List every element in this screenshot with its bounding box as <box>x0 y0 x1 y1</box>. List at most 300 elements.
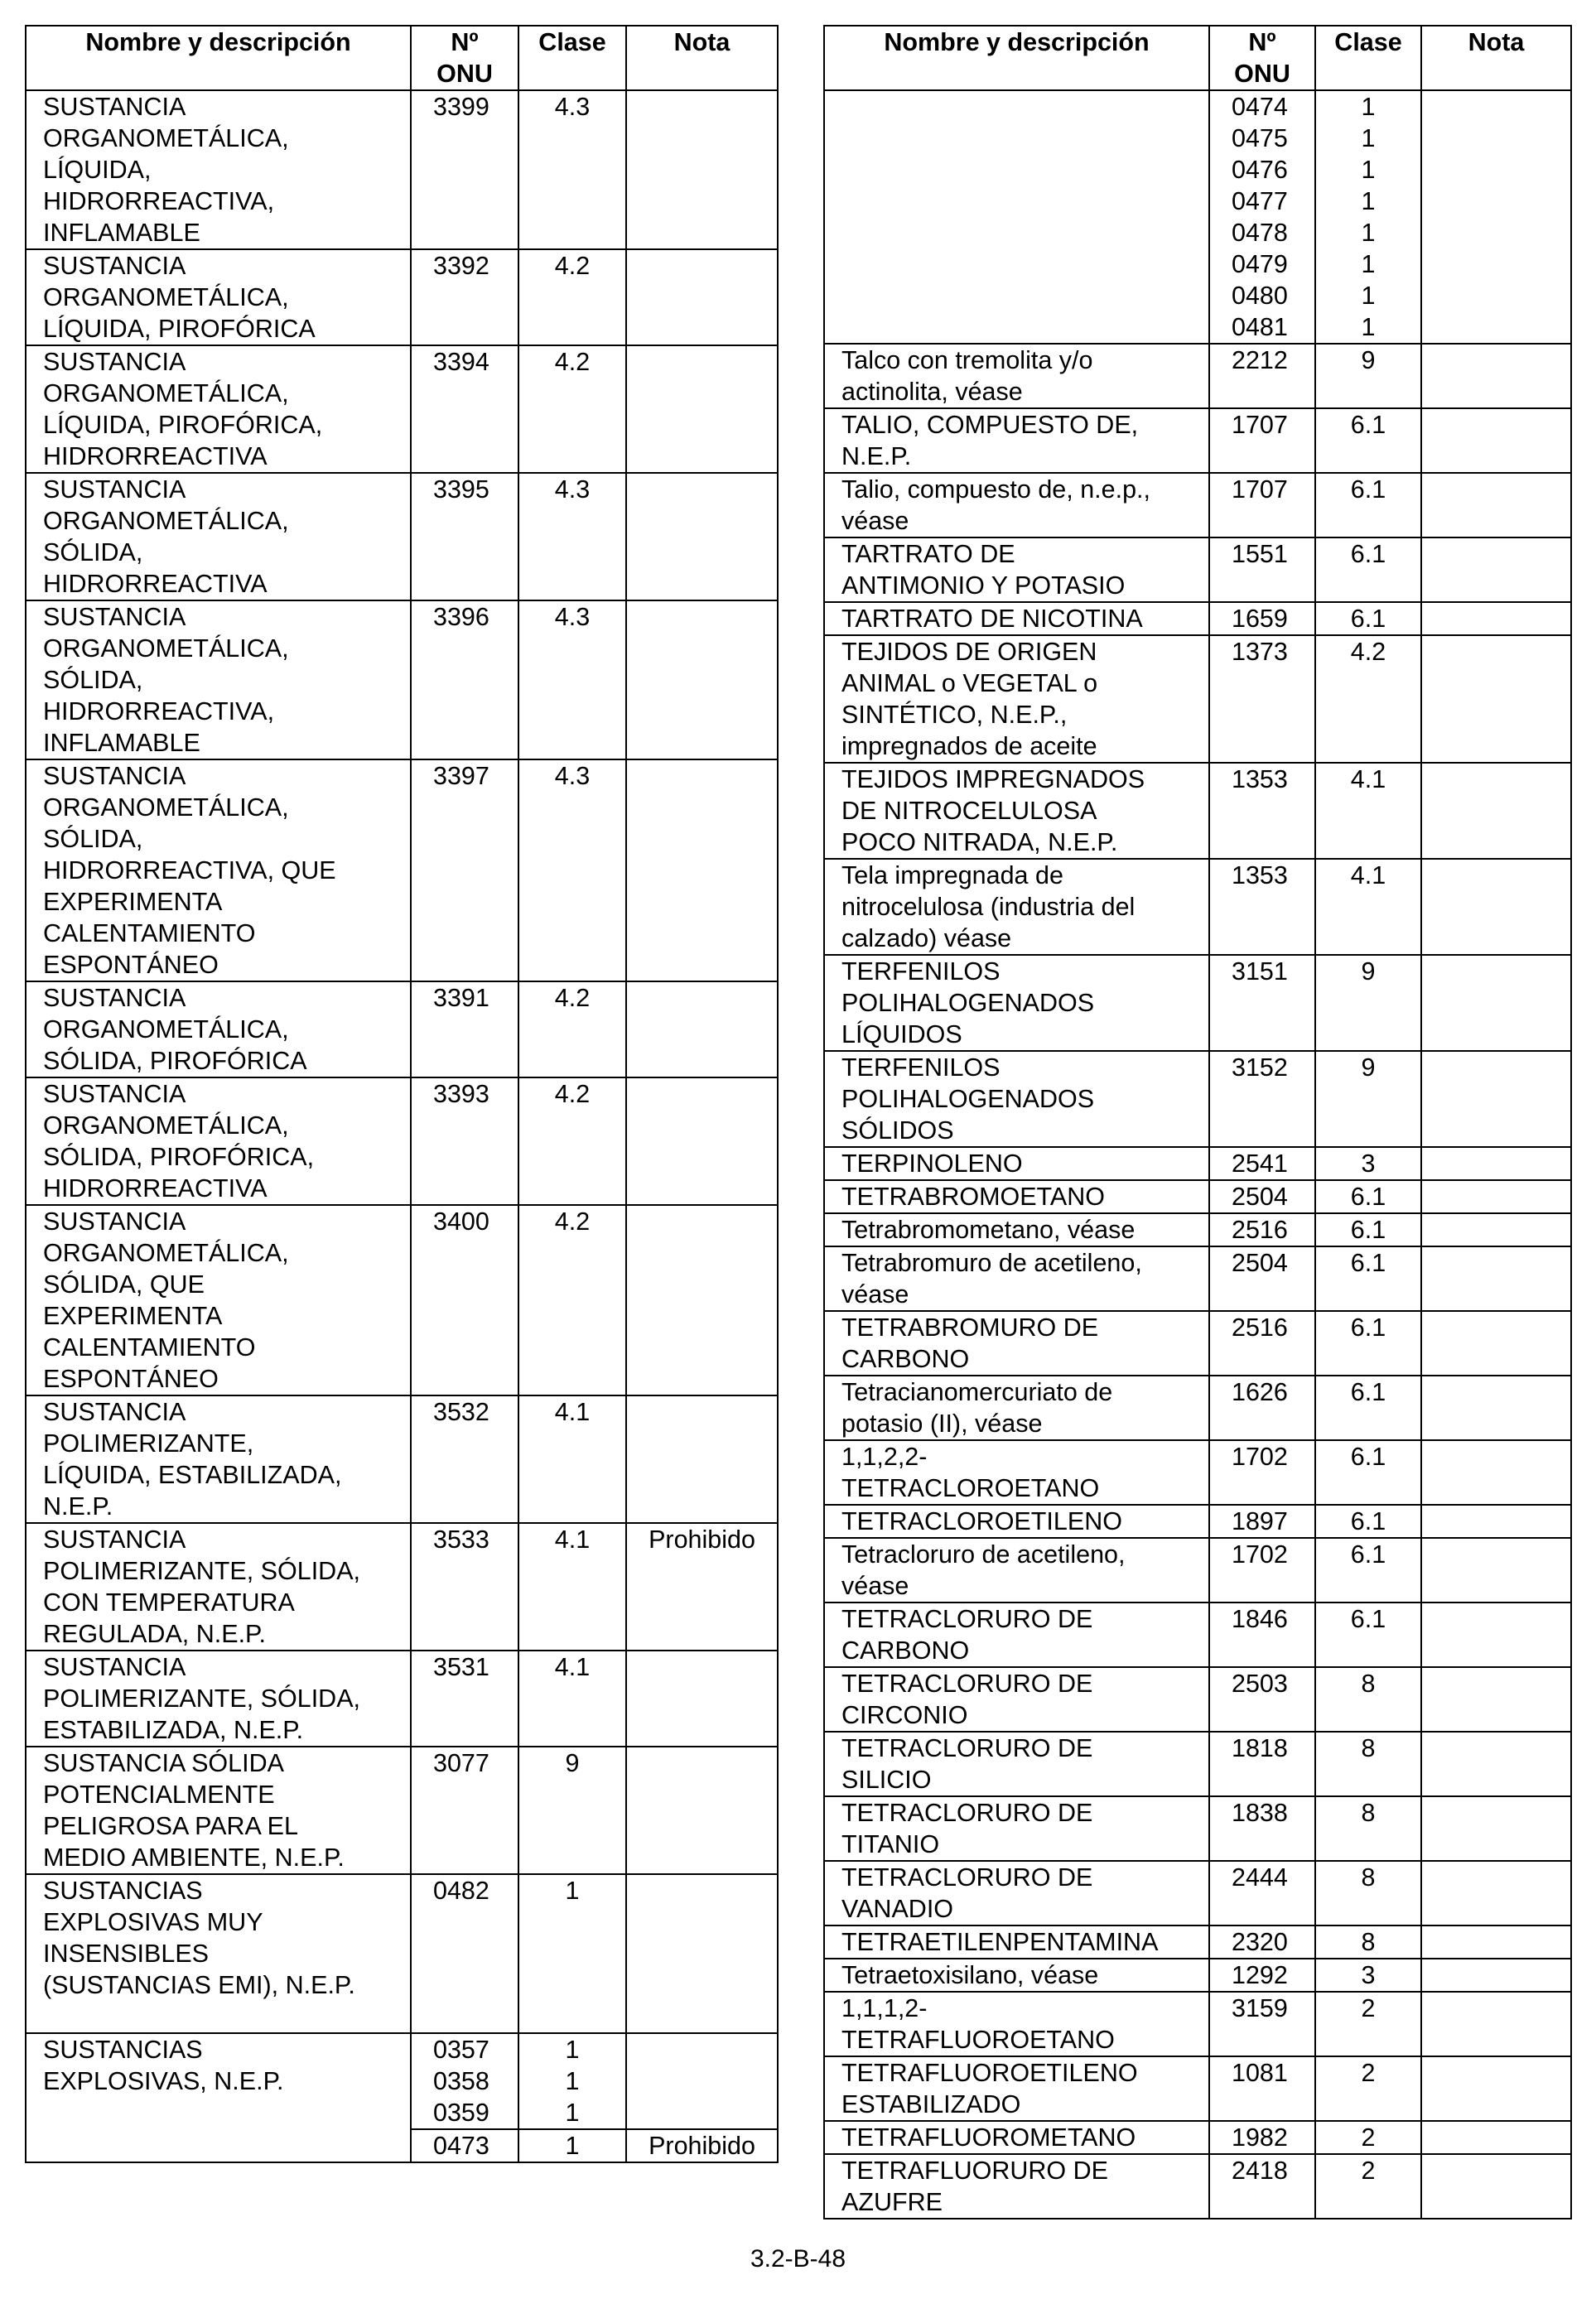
un-number-cell <box>1209 1213 1315 1246</box>
note-cell <box>626 1747 778 1874</box>
substance-name-cell <box>26 473 411 600</box>
note-text <box>1427 1993 1565 2024</box>
note-text <box>1427 860 1565 891</box>
substance-name-line: SÓLIDA, PIROFÓRICA <box>43 1047 307 1075</box>
hazard-class: 4.2 <box>554 252 591 280</box>
un-number-cell <box>1209 1051 1315 1147</box>
note-text <box>632 982 772 1014</box>
un-number: 1707 <box>1232 411 1288 439</box>
hazard-class: 2 <box>1361 2059 1376 2087</box>
note-text <box>1427 1148 1565 1179</box>
hazard-class: 4.3 <box>554 762 591 790</box>
un-number-cell <box>1209 1440 1315 1505</box>
note-cell <box>626 1874 778 2033</box>
un-number-cell <box>1209 408 1315 473</box>
header-name: Nombre y descripción <box>824 26 1209 90</box>
hazard-class: 4.1 <box>1350 765 1386 793</box>
substance-name-line: nitrocelulosa (industria del <box>841 893 1136 921</box>
note-text: Prohibido <box>649 1525 755 1554</box>
hazard-class: 6.1 <box>1350 1443 1386 1471</box>
un-number-cell <box>411 600 518 759</box>
header-nota: Nota <box>1421 26 1571 90</box>
table-row <box>824 1992 1571 2056</box>
substance-name-line: EXPLOSIVAS, N.E.P. <box>43 2067 284 2095</box>
substance-name-cell <box>26 1205 411 1395</box>
note-text <box>632 1078 772 1110</box>
un-number-cell <box>411 1077 518 1205</box>
substance-name-line: SUSTANCIA <box>43 984 186 1012</box>
class-cell <box>518 1077 626 1205</box>
un-number: 3531 <box>433 1653 489 1681</box>
note-text <box>1427 636 1565 668</box>
substance-name-cell <box>824 763 1209 859</box>
hazard-class: 6.1 <box>1350 475 1386 504</box>
hazard-class: 1 <box>1361 219 1376 247</box>
class-cell <box>1315 859 1421 955</box>
un-number: 0358 <box>433 2067 489 2095</box>
table-row <box>824 537 1571 602</box>
class-cell <box>1315 1538 1421 1603</box>
hazard-class: 6.1 <box>1350 605 1386 633</box>
hazard-class: 2 <box>1361 1994 1376 2022</box>
substance-name-line: SUSTANCIA <box>43 1398 186 1426</box>
un-number: 0473 <box>433 2132 489 2160</box>
substance-name-line: ORGANOMETÁLICA, <box>43 1239 289 1267</box>
un-number-cell <box>1209 1796 1315 1861</box>
hazard-class: 4.1 <box>554 1398 591 1426</box>
substance-name-line: HIDRORREACTIVA <box>43 442 268 470</box>
note-text <box>1427 1052 1565 1083</box>
note-text <box>1427 1376 1565 1408</box>
class-cell <box>1315 344 1421 408</box>
substance-name-line: CON TEMPERATURA <box>43 1588 295 1617</box>
un-number: 0481 <box>1232 313 1288 341</box>
substance-name-line: REGULADA, N.E.P. <box>43 1620 266 1648</box>
substance-name-line: TETRAFLUOROETANO <box>841 2026 1115 2054</box>
substance-name-line: N.E.P. <box>841 442 912 470</box>
note-cell <box>626 2129 778 2162</box>
class-cell <box>518 1747 626 1874</box>
substance-name-line: VANADIO <box>841 1895 954 1923</box>
note-text <box>1427 1441 1565 1472</box>
note-text <box>1427 409 1565 441</box>
un-number-cell <box>1209 859 1315 955</box>
un-number-cell <box>1209 1959 1315 1992</box>
table-row <box>824 1505 1571 1538</box>
substance-name-line: ORGANOMETÁLICA, <box>43 1111 289 1140</box>
class-cell <box>1315 602 1421 635</box>
hazard-class: 3 <box>1361 1961 1376 1989</box>
table-row <box>824 955 1571 1051</box>
un-number-cell <box>1209 1667 1315 1732</box>
substance-name-cell <box>824 2056 1209 2121</box>
un-number-cell <box>411 1651 518 1747</box>
substance-name-line: SÓLIDA, <box>43 666 143 694</box>
hazard-class: 4.1 <box>554 1653 591 1681</box>
un-number-cell <box>411 1874 518 2033</box>
substance-name-line: AZUFRE <box>841 2188 943 2216</box>
note-cell <box>1421 1311 1571 1376</box>
note-text <box>1427 1214 1565 1246</box>
note-text <box>1427 538 1565 570</box>
table-row <box>26 1874 778 2033</box>
table-row <box>824 763 1571 859</box>
substance-name-line: ANTIMONIO Y POTASIO <box>841 571 1126 600</box>
note-cell <box>626 1077 778 1205</box>
substance-name-cell <box>824 1538 1209 1603</box>
note-text: Prohibido <box>649 2132 755 2160</box>
class-cell <box>518 759 626 981</box>
note-cell <box>1421 1213 1571 1246</box>
note-text <box>632 1206 772 1237</box>
substance-name-line: POTENCIALMENTE <box>43 1781 275 1809</box>
substance-name-line: (SUSTANCIAS EMI), N.E.P. <box>43 1971 355 1999</box>
class-cell <box>1315 1440 1421 1505</box>
substance-name-line: CIRCONIO <box>841 1701 968 1729</box>
un-number: 3533 <box>433 1525 489 1554</box>
substance-name-line: véase <box>841 507 909 535</box>
substance-name-line: ORGANOMETÁLICA, <box>43 634 289 663</box>
note-cell <box>1421 1440 1571 1505</box>
substance-name-line: TETRAETILENPENTAMINA <box>841 1928 1159 1956</box>
substance-name-line: N.E.P. <box>43 1492 113 1521</box>
substance-name-cell <box>824 1213 1209 1246</box>
substance-name-line: INFLAMABLE <box>43 729 200 757</box>
class-cell <box>1315 1505 1421 1538</box>
un-number: 1353 <box>1232 861 1288 889</box>
substance-name-line: POLIMERIZANTE, SÓLIDA, <box>43 1557 361 1585</box>
note-cell <box>1421 602 1571 635</box>
un-number: 0474 <box>1232 93 1288 121</box>
substance-name-line: TETRACLORURO DE <box>841 1799 1093 1827</box>
substance-name-line: SUSTANCIA <box>43 348 186 376</box>
un-number: 0475 <box>1232 124 1288 152</box>
substance-name-cell <box>824 1992 1209 2056</box>
table-row <box>824 2154 1571 2219</box>
class-cell <box>518 1523 626 1651</box>
un-number-cell <box>1209 1246 1315 1311</box>
substance-name-cell <box>824 1180 1209 1213</box>
note-cell <box>626 1395 778 1523</box>
substance-name-line: EXPERIMENTA <box>43 1302 223 1330</box>
note-cell <box>1421 1992 1571 2056</box>
un-number-cell <box>411 1395 518 1523</box>
hazard-class: 4.1 <box>1350 861 1386 889</box>
un-number: 3392 <box>433 252 489 280</box>
note-cell <box>626 473 778 600</box>
table-row <box>26 981 778 1077</box>
substance-name-line: CARBONO <box>841 1345 970 1373</box>
note-text <box>1427 91 1565 123</box>
substance-name-cell <box>824 859 1209 955</box>
class-cell <box>1315 1051 1421 1147</box>
class-cell <box>1315 1861 1421 1925</box>
class-cell <box>518 1874 626 2033</box>
hazard-class: 1 <box>565 2099 580 2127</box>
class-cell <box>1315 2121 1421 2154</box>
substance-name-line: ORGANOMETÁLICA, <box>43 124 289 152</box>
hazard-class: 2 <box>1361 2123 1376 2152</box>
substance-name-cell <box>824 1147 1209 1180</box>
un-number: 3400 <box>433 1207 489 1236</box>
table-row <box>26 1395 778 1523</box>
un-number: 0480 <box>1232 282 1288 310</box>
substance-name-line: TARTRATO DE NICOTINA <box>841 605 1143 633</box>
note-text <box>632 250 772 282</box>
substance-name-line: HIDRORREACTIVA, <box>43 187 275 215</box>
class-cell <box>1315 1376 1421 1440</box>
note-cell <box>626 345 778 473</box>
table-row <box>824 2056 1571 2121</box>
note-text <box>1427 474 1565 505</box>
note-text <box>1427 2122 1565 2153</box>
class-cell <box>518 1395 626 1523</box>
substance-name-line: TETRABROMURO DE <box>841 1313 1099 1342</box>
note-cell <box>1421 537 1571 602</box>
un-number-cell <box>1209 537 1315 602</box>
hazard-class: 2 <box>1361 2157 1376 2185</box>
substance-name-line: TETRACLORURO DE <box>841 1670 1093 1698</box>
table-row <box>824 1732 1571 1796</box>
hazard-class: 4.3 <box>554 603 591 631</box>
un-number: 3396 <box>433 603 489 631</box>
note-text <box>632 346 772 378</box>
substance-name-line: SÓLIDA, QUE <box>43 1270 205 1299</box>
class-cell <box>518 600 626 759</box>
substance-name-line: CARBONO <box>841 1636 970 1665</box>
substance-name-line: TETRAFLUOROMETANO <box>841 2123 1136 2152</box>
note-cell <box>1421 2154 1571 2219</box>
un-number: 0482 <box>433 1877 489 1905</box>
hazard-class: 6.1 <box>1350 540 1386 568</box>
note-text <box>1427 956 1565 987</box>
note-text <box>632 91 772 123</box>
class-cell <box>518 1651 626 1747</box>
table-row <box>824 1538 1571 1603</box>
un-number: 1702 <box>1232 1443 1288 1471</box>
un-number-cell <box>1209 1376 1315 1440</box>
class-cell <box>1315 90 1421 344</box>
class-cell <box>1315 537 1421 602</box>
un-number-cell <box>1209 1992 1315 2056</box>
substance-name-line: LÍQUIDOS <box>841 1020 962 1048</box>
substance-name-cell <box>824 1603 1209 1667</box>
un-number: 0357 <box>433 2036 489 2064</box>
table-row <box>824 408 1571 473</box>
substance-name-line: HIDRORREACTIVA, <box>43 697 275 725</box>
hazard-class: 6.1 <box>1350 1507 1386 1535</box>
substance-name-cell <box>824 344 1209 408</box>
table-row <box>824 90 1571 344</box>
un-number-cell <box>411 1747 518 1874</box>
substance-name-line: TETRACLORURO DE <box>841 1734 1093 1762</box>
un-number: 3393 <box>433 1080 489 1108</box>
header-clase: Clase <box>1315 26 1421 90</box>
table-row <box>26 473 778 600</box>
class-cell <box>518 1205 626 1395</box>
table-header-row <box>824 26 1571 90</box>
header-clase: Clase <box>518 26 626 90</box>
class-cell <box>1315 1213 1421 1246</box>
table-body-right <box>824 90 1571 2219</box>
substance-name-line: TARTRATO DE <box>841 540 1015 568</box>
substance-name-line: Talio, compuesto de, n.e.p., <box>841 475 1150 504</box>
table-row <box>26 249 778 345</box>
substance-name-line: TEJIDOS IMPREGNADOS <box>841 765 1145 793</box>
note-cell <box>1421 408 1571 473</box>
substance-name-line: CALENTAMIENTO <box>43 1333 256 1362</box>
header-onu: Nº ONU <box>411 26 518 90</box>
table-row <box>824 1147 1571 1180</box>
hazard-class: 8 <box>1361 1799 1376 1827</box>
note-cell <box>1421 859 1571 955</box>
note-cell <box>1421 344 1571 408</box>
substance-name-cell <box>824 955 1209 1051</box>
substance-name-line: POCO NITRADA, N.E.P. <box>841 828 1118 856</box>
note-cell <box>1421 1051 1571 1147</box>
un-number-cell <box>1209 1925 1315 1959</box>
substance-name-line: véase <box>841 1280 909 1309</box>
note-cell <box>1421 955 1571 1051</box>
un-number-cell <box>1209 344 1315 408</box>
un-number-cell <box>1209 473 1315 537</box>
class-cell <box>1315 1180 1421 1213</box>
hazard-class: 9 <box>1361 957 1376 986</box>
un-number: 1626 <box>1232 1378 1288 1406</box>
substance-name-line: PELIGROSA PARA EL <box>43 1812 298 1840</box>
un-number-cell <box>1209 2121 1315 2154</box>
substance-name-line: TETRACLORURO DE <box>841 1605 1093 1633</box>
table-row <box>824 2121 1571 2154</box>
table-row <box>824 1180 1571 1213</box>
note-text <box>1427 2155 1565 2186</box>
un-number: 1081 <box>1232 2059 1288 2087</box>
table-row <box>824 1246 1571 1311</box>
substance-name-line: Tetrabromometano, véase <box>841 1216 1136 1244</box>
substance-name-line: LÍQUIDA, ESTABILIZADA, <box>43 1461 342 1489</box>
substance-name-line: SUSTANCIAS <box>43 1877 203 1905</box>
un-number-cell <box>1209 1311 1315 1376</box>
note-text <box>632 1747 772 1779</box>
note-cell <box>1421 1147 1571 1180</box>
table-row <box>26 1747 778 1874</box>
un-number-cell <box>1209 1603 1315 1667</box>
un-number: 2503 <box>1232 1670 1288 1698</box>
hazard-class: 1 <box>565 2132 580 2160</box>
substance-name-line: TETRABROMOETANO <box>841 1183 1106 1211</box>
un-number: 2320 <box>1232 1928 1288 1956</box>
class-cell <box>1315 1959 1421 1992</box>
un-number-cell <box>411 759 518 981</box>
hazard-class: 9 <box>565 1749 580 1777</box>
note-cell <box>1421 635 1571 763</box>
substance-name-cell <box>26 1747 411 1874</box>
note-text <box>632 760 772 792</box>
substance-name-line: SUSTANCIA <box>43 762 186 790</box>
hazard-class: 1 <box>1361 156 1376 184</box>
un-number-cell <box>1209 1538 1315 1603</box>
hazard-class: 4.2 <box>554 348 591 376</box>
substance-name-line: ORGANOMETÁLICA, <box>43 507 289 535</box>
class-cell <box>1315 473 1421 537</box>
hazard-class: 1 <box>565 2036 580 2064</box>
un-number: 2504 <box>1232 1183 1288 1211</box>
hazard-class: 1 <box>1361 282 1376 310</box>
hazard-class: 4.2 <box>1350 638 1386 666</box>
hazard-class: 4.2 <box>554 1207 591 1236</box>
substance-name-cell <box>26 1874 411 2033</box>
hazard-class: 4.3 <box>554 475 591 504</box>
substance-name-cell <box>824 473 1209 537</box>
note-text <box>1427 1539 1565 1570</box>
hazard-class: 8 <box>1361 1734 1376 1762</box>
hazard-class: 4.2 <box>554 984 591 1012</box>
note-text <box>1427 1797 1565 1829</box>
un-number-cell <box>1209 1732 1315 1796</box>
note-cell <box>626 600 778 759</box>
un-number: 3159 <box>1232 1994 1288 2022</box>
table-row <box>26 1205 778 1395</box>
substance-name-line: Tetracloruro de acetileno, <box>841 1540 1126 1569</box>
un-number-cell <box>411 90 518 249</box>
substance-name-line: DE NITROCELULOSA <box>841 797 1097 825</box>
substance-name-line: TETRACLOROETILENO <box>841 1507 1122 1535</box>
un-number: 2418 <box>1232 2157 1288 2185</box>
note-cell <box>626 249 778 345</box>
note-text <box>632 474 772 505</box>
un-number: 3532 <box>433 1398 489 1426</box>
un-number: 3152 <box>1232 1053 1288 1082</box>
header-name: Nombre y descripción <box>26 26 411 90</box>
hazard-class: 1 <box>1361 313 1376 341</box>
un-number: 1897 <box>1232 1507 1288 1535</box>
un-number-cell <box>411 2033 518 2129</box>
hazard-class: 6.1 <box>1350 1605 1386 1633</box>
substance-name-line: actinolita, véase <box>841 378 1023 406</box>
table-row <box>824 602 1571 635</box>
substance-name-cell <box>824 537 1209 602</box>
note-cell <box>1421 763 1571 859</box>
substance-name-line: ORGANOMETÁLICA, <box>43 283 289 311</box>
substance-name-line: TETRAFLUOROETILENO <box>841 2059 1138 2087</box>
substance-name-line: HIDRORREACTIVA <box>43 570 268 598</box>
un-number: 3077 <box>433 1749 489 1777</box>
substance-name-line: ESTABILIZADA, N.E.P. <box>43 1716 304 1744</box>
substance-name-line: Tela impregnada de <box>841 861 1063 889</box>
substance-name-line: TALIO, COMPUESTO DE, <box>841 411 1139 439</box>
substance-name-cell <box>26 1395 411 1523</box>
un-number: 0476 <box>1232 156 1288 184</box>
substance-name-line: POLIMERIZANTE, SÓLIDA, <box>43 1684 361 1713</box>
substance-name-cell <box>824 1246 1209 1311</box>
substance-name-cell <box>26 345 411 473</box>
substance-name-cell <box>26 1651 411 1747</box>
un-number-cell <box>411 249 518 345</box>
table-row <box>824 1861 1571 1925</box>
substance-name-cell <box>26 249 411 345</box>
note-text <box>632 1396 772 1428</box>
un-number-cell <box>411 1205 518 1395</box>
note-text <box>1427 764 1565 795</box>
substance-name-line: POLIHALOGENADOS <box>841 989 1095 1017</box>
table-row <box>824 1213 1571 1246</box>
un-number: 1702 <box>1232 1540 1288 1569</box>
substance-name-line: TETRAFLUORURO DE <box>841 2157 1108 2185</box>
substance-name-line <box>841 91 1205 123</box>
un-number: 0477 <box>1232 187 1288 215</box>
substance-name-line: POLIHALOGENADOS <box>841 1085 1095 1113</box>
class-cell <box>1315 635 1421 763</box>
